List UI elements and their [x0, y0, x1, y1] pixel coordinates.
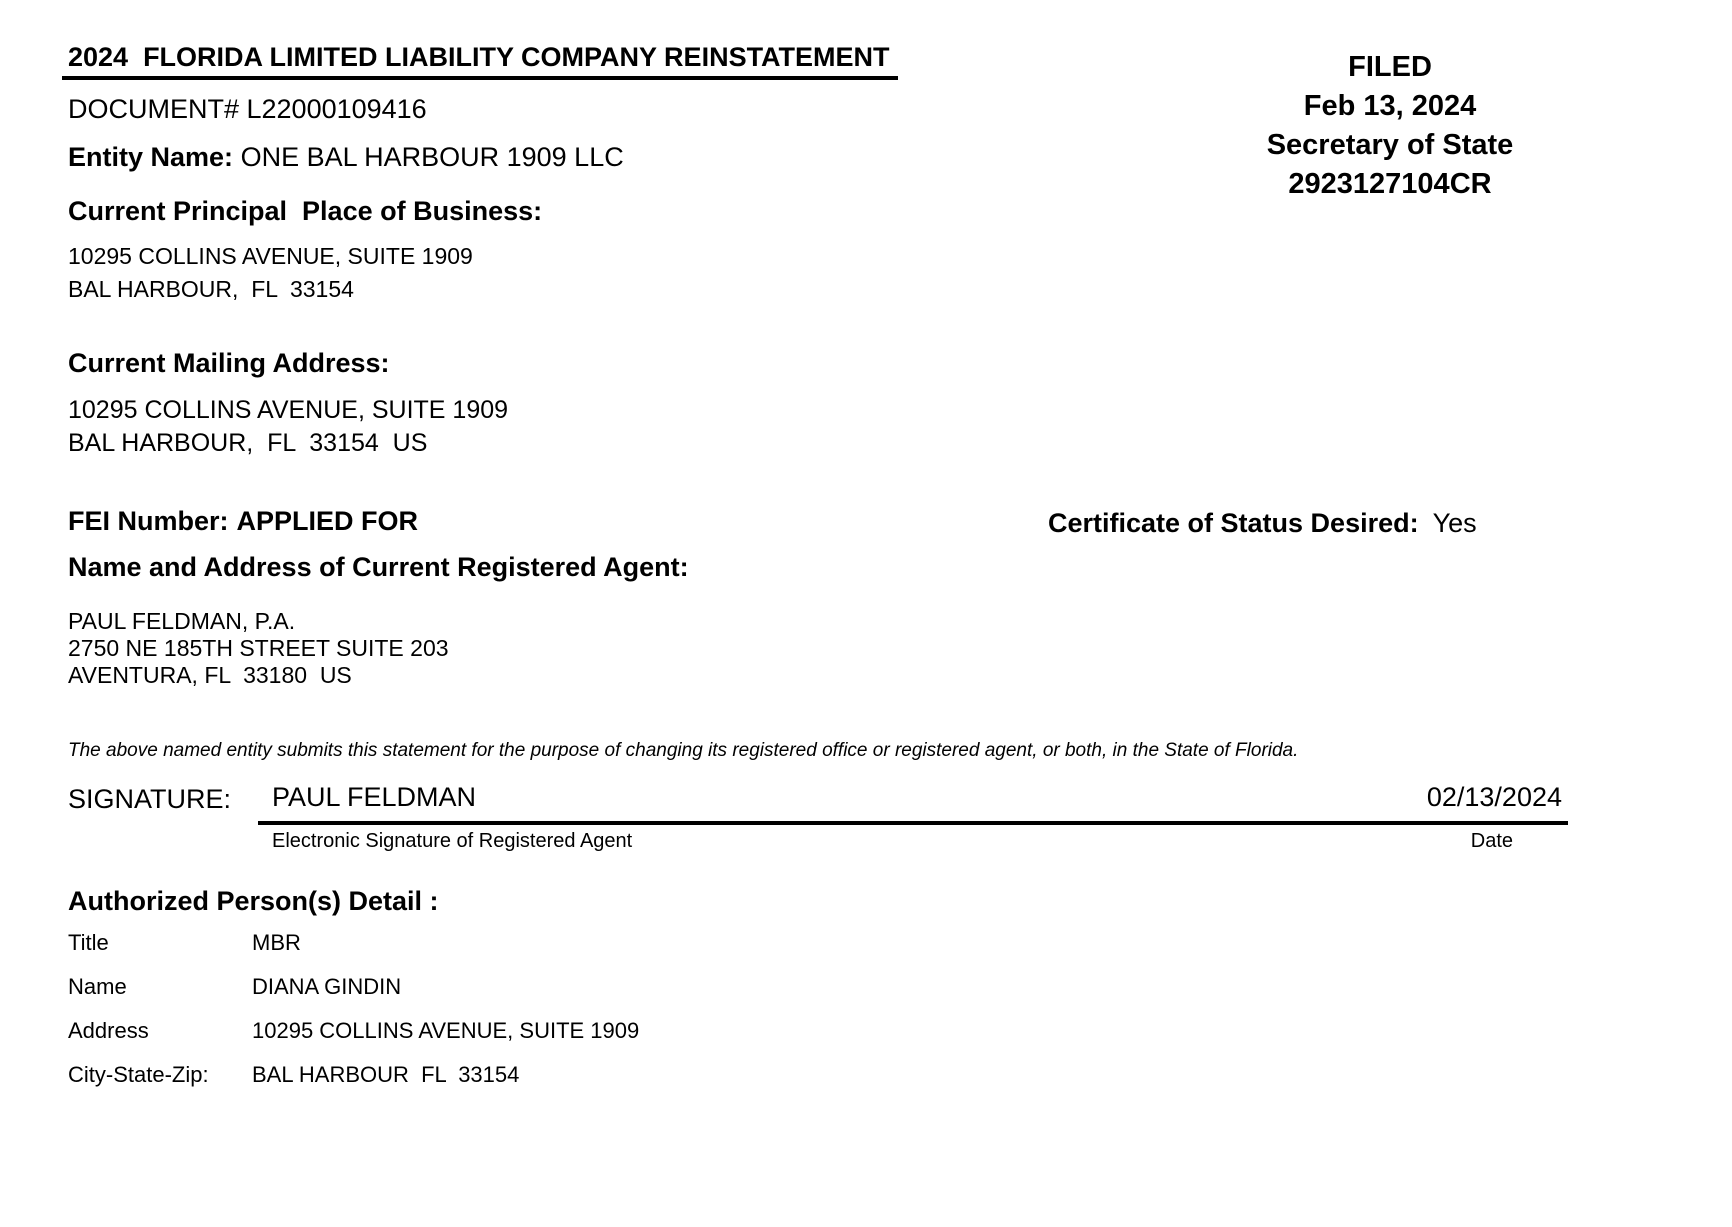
certificate-of-status-row: [1048, 508, 1477, 539]
document-title: 2024 FLORIDA LIMITED LIABILITY COMPANY REINSTATEMENT: [62, 42, 898, 80]
fei-number-row: [68, 506, 418, 537]
signature-line: [258, 782, 1568, 825]
registered-agent-address: [68, 608, 449, 689]
signature-date-value: 02/13/2024: [1426, 782, 1562, 812]
entity-name-value: ONE BAL HARBOUR 1909 LLC: [240, 142, 624, 172]
date-caption: Date: [1470, 830, 1513, 852]
fei-number-label: FEI Number:: [68, 506, 229, 536]
mailing-address-line2: BAL HARBOUR, FL 33154 US: [68, 429, 428, 457]
principal-place-heading: Current Principal Place of Business:: [68, 196, 543, 226]
document-number: DOCUMENT# L22000109416: [68, 94, 427, 124]
detail-row-label: Name: [68, 974, 127, 999]
filed-stamp-date: Feb 13, 2024: [1303, 90, 1477, 122]
mailing-address-heading: Current Mailing Address:: [68, 348, 390, 378]
detail-row-label: City-State-Zip:: [68, 1062, 209, 1087]
registered-agent-heading: Name and Address of Current Registered Agent:: [68, 552, 689, 582]
filed-stamp-office: Secretary of State: [1266, 129, 1514, 161]
signature-value: PAUL FELDMAN: [272, 782, 477, 812]
fei-number-value: APPLIED FOR: [236, 506, 419, 536]
principal-address-line1: 10295 COLLINS AVENUE, SUITE 1909: [68, 243, 473, 269]
agent-city-line: AVENTURA, FL 33180 US: [68, 662, 352, 688]
authorized-persons-detail: [68, 930, 639, 1106]
signature-caption: Electronic Signature of Registered Agent: [272, 830, 633, 852]
agent-street-line: 2750 NE 185TH STREET SUITE 203: [68, 635, 449, 661]
signature-label: SIGNATURE:: [68, 784, 232, 814]
mailing-address: [68, 394, 508, 460]
detail-row-value: MBR: [252, 930, 301, 955]
signature-captions: [258, 830, 1568, 853]
filed-stamp-tracking-number: 2923127104CR: [1288, 168, 1492, 200]
principal-place-address: [68, 240, 473, 306]
agent-name-line: PAUL FELDMAN, P.A.: [68, 608, 296, 634]
detail-row-label: Address: [68, 1018, 149, 1043]
principal-address-line2: BAL HARBOUR, FL 33154: [68, 276, 354, 302]
mailing-address-line1: 10295 COLLINS AVENUE, SUITE 1909: [68, 396, 509, 424]
detail-row-value: BAL HARBOUR FL 33154: [252, 1062, 520, 1087]
certificate-of-status-value: Yes: [1432, 508, 1477, 538]
certificate-of-status-label: Certificate of Status Desired:: [1048, 508, 1419, 538]
detail-row-value: 10295 COLLINS AVENUE, SUITE 1909: [252, 1018, 640, 1043]
detail-row-value: DIANA GINDIN: [252, 974, 402, 999]
entity-name-label: Entity Name:: [68, 142, 234, 172]
filed-stamp: [1160, 48, 1620, 204]
entity-name-row: [68, 142, 624, 173]
authorized-persons-heading: Authorized Person(s) Detail :: [68, 886, 439, 916]
filed-stamp-status: FILED: [1348, 51, 1432, 83]
detail-row-label: Title: [68, 930, 109, 955]
purpose-statement: The above named entity submits this statement for the purpose of changing its registered office or registered agent, or both, in the State of Florida.: [68, 740, 1299, 761]
